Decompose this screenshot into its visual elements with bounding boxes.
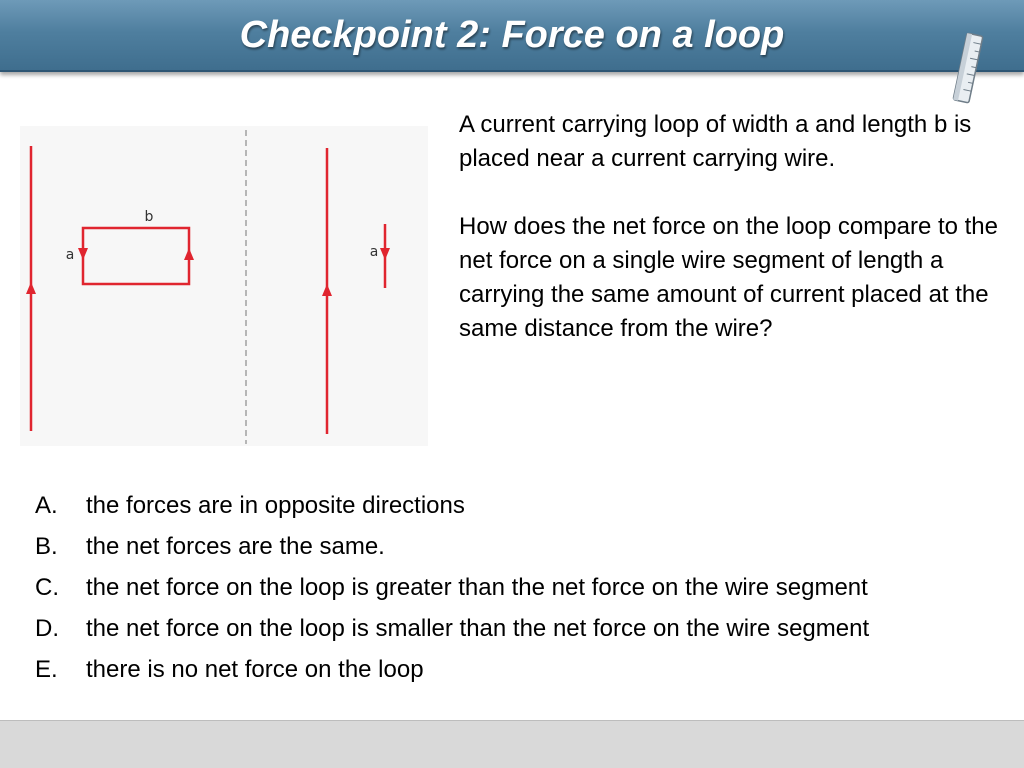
prompt-paragraph-1: A current carrying loop of width a and length b is placed near a current carrying wire. xyxy=(459,111,972,172)
loop-side-label: a xyxy=(65,247,75,263)
choice-a[interactable] xyxy=(35,485,1020,526)
choice-letter: D. xyxy=(35,615,59,642)
choice-text: the net forces are the same. xyxy=(86,533,385,560)
title-bar xyxy=(0,0,1024,72)
ruler-icon xyxy=(946,30,990,106)
choice-letter: E. xyxy=(35,656,58,683)
choice-text: there is no net force on the loop xyxy=(86,656,424,683)
choice-letter: B. xyxy=(35,533,58,560)
choice-e[interactable] xyxy=(35,649,1020,690)
prompt-paragraph-2: How does the net force on the loop compare to the net force on a single wire segment of length a carrying the same amount of current placed at the same distance from the wire? xyxy=(459,213,999,342)
question-prompt xyxy=(459,108,999,346)
choice-letter: A. xyxy=(35,492,58,519)
footer-bar xyxy=(0,720,1024,768)
choice-text: the net force on the loop is greater than the net force on the wire segment xyxy=(86,574,868,601)
answer-choices xyxy=(35,485,1020,690)
slide-title: Checkpoint 2: Force on a loop xyxy=(239,14,785,56)
circuit-diagram xyxy=(20,126,428,446)
choice-d[interactable] xyxy=(35,608,1020,649)
choice-c[interactable] xyxy=(35,567,1020,608)
choice-text: the forces are in opposite directions xyxy=(86,492,465,519)
choice-b[interactable] xyxy=(35,526,1020,567)
choice-text: the net force on the loop is smaller than the net force on the wire segment xyxy=(86,615,870,642)
loop-top-label: b xyxy=(144,209,154,225)
choice-letter: C. xyxy=(35,574,59,601)
segment-label: a xyxy=(369,244,379,260)
